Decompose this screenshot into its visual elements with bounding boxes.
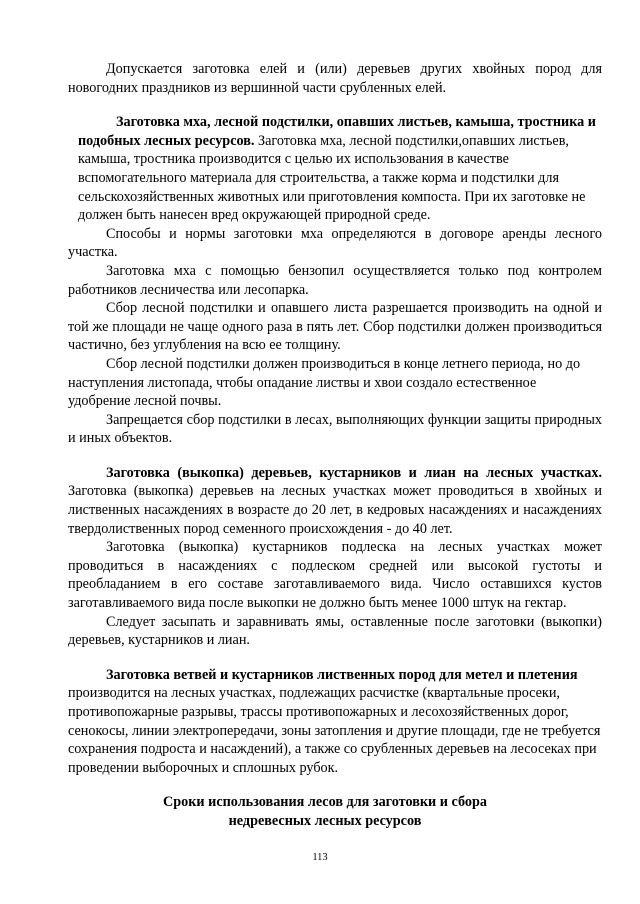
paragraph-litter-frequency: Сбор лесной подстилки и опавшего листа разрешается производить на одной и той же площади не чаще одного раза в пять лет. Сбор подстилки должен производиться частично, без углубления на всю ее толщину. <box>68 300 602 354</box>
paragraph-moss-chainsaw: Заготовка мха с помощью бензопил осуществляется только под контролем работников лесничества или лесопарка. <box>68 262 602 298</box>
paragraph-brooms-weaving <box>68 666 602 778</box>
paragraph-litter-prohibition: Запрещается сбор подстилки в лесах, выполняющих функции защиты природных и иных объектов. <box>68 411 602 447</box>
paragraph-digging-trees-heading: Заготовка (выкопка) деревьев, кустарников и лиан на лесных участках. <box>106 464 602 481</box>
section-heading-line-2: недревесных лесных ресурсов <box>228 812 422 829</box>
paragraph-moss-litter-heading: Заготовка мха, лесной подстилки, опавших листьев, камыша, тростника и подобных лесных ресурсов. <box>78 114 596 149</box>
paragraph-digging-trees <box>68 464 602 538</box>
paragraph-litter-timing: Сбор лесной подстилки должен производиться в конце летнего периода, но до наступления листопада, чтобы опадание листвы и хвои создало естественное удобрение лесной почвы. <box>68 355 581 410</box>
section-heading-line-1: Сроки использования лесов для заготовки и сбора <box>163 794 487 811</box>
page-number: 113 <box>312 852 328 863</box>
paragraph-brooms-weaving-heading: Заготовка ветвей и кустарников лиственных пород для метел и плетения <box>106 666 578 683</box>
paragraph-moss-methods: Способы и нормы заготовки мха определяются в договоре аренды лесного участка. <box>68 225 602 261</box>
paragraph-moss-litter <box>68 113 602 225</box>
paragraph-christmas-trees: Допускается заготовка елей и (или) деревьев других хвойных пород для новогодних праздников из вершинной части срубленных елей. <box>68 61 602 96</box>
paragraph-moss-litter-body: Заготовка мха, лесной подстилки,опавших листьев, камыша, тростника производится с целью их использования в качестве вспомогательного материала для строительства, а также корма и подстилки для сельскохозяйственных животных или приготовления компоста. При их заготовке не должен быть нанесен вред окружающей природной среде. <box>78 132 586 224</box>
paragraph-digging-shrubs: Заготовка (выкопка) кустарников подлеска на лесных участках может проводиться в насаждениях с подлеском средней или высокой густоты и преобладанием в его составе заготавливаемого вида. Число оставшихся кустов заготавливаемого вида после выкопки не должно быть менее 1000 штук на гектар. <box>68 539 602 612</box>
paragraph-digging-trees-body: Заготовка (выкопка) деревьев на лесных участках может проводиться в хвойных и лиственных насаждениях в возрасте до 20 лет, в кедровых насаждениях и насаждениях твердолиственных пород семенного происхождения - до 40 лет. <box>68 483 602 537</box>
paragraph-brooms-weaving-body: производится на лесных участках, подлежащих расчистке (квартальные просеки, противопожарные разрывы, трассы противопожарных и лесохозяйственных дорог, сенокосы, линии электропередачи, зоны затопления и другие площади, где не требуется сохранения подроста и насаждений), а также со срубленных деревьев на лесосеках при проведении выборочных и сплошных рубок. <box>68 685 601 776</box>
section-heading <box>68 793 602 830</box>
paragraph-filling-pits: Следует засыпать и заравнивать ямы, оставленные после заготовки (выкопки) деревьев, кустарников и лиан. <box>68 613 602 649</box>
